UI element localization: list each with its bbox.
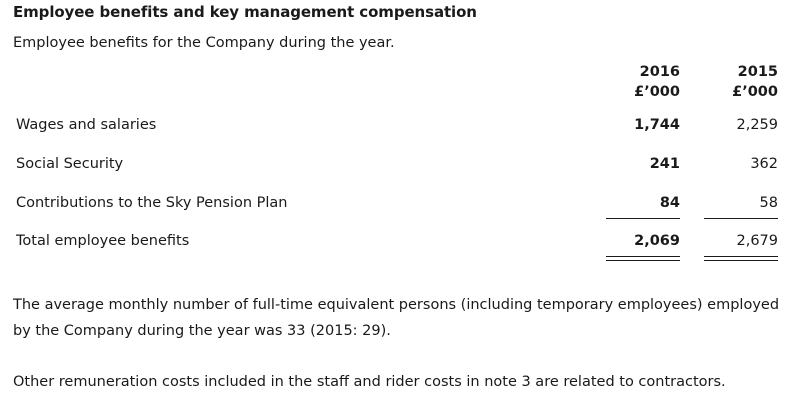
note-paragraph-headcount: The average monthly number of full-time equivalent persons (including temporary employees) employed by the Company during the year was 33 (2015: 29). — [13, 297, 780, 339]
column-header-2016 — [600, 62, 680, 102]
cell-total-2016: 2,069 — [634, 233, 680, 249]
total-double-rule-2015-bottom — [704, 260, 778, 261]
subtotal-rule-2015 — [704, 218, 778, 219]
column-unit-2016: £’000 — [634, 84, 680, 100]
cell-pension-2015: 58 — [759, 195, 778, 211]
cell-social-security-2015: 362 — [750, 156, 778, 172]
cell-social-security-2016: 241 — [649, 156, 680, 172]
column-header-2015 — [698, 62, 778, 102]
column-year-2015: 2015 — [737, 64, 778, 80]
cell-total-2015: 2,679 — [736, 233, 778, 249]
total-double-rule-2015-top — [704, 256, 778, 257]
row-label-total: Total employee benefits — [16, 233, 190, 249]
cell-wages-2015: 2,259 — [736, 117, 778, 133]
note-paragraph-contractors: Other remuneration costs included in the staff and rider costs in note 3 are related to contractors. — [13, 374, 726, 390]
total-double-rule-2016-top — [606, 256, 680, 257]
subtotal-rule-2016 — [606, 218, 680, 219]
column-year-2016: 2016 — [639, 64, 680, 80]
column-unit-2015: £’000 — [732, 84, 778, 100]
row-label-social-security: Social Security — [16, 156, 124, 172]
section-subtitle: Employee benefits for the Company during the year. — [13, 35, 395, 51]
total-double-rule-2016-bottom — [606, 260, 680, 261]
section-title: Employee benefits and key management compensation — [13, 3, 477, 21]
row-label-pension: Contributions to the Sky Pension Plan — [16, 195, 288, 211]
cell-wages-2016: 1,744 — [634, 117, 680, 133]
cell-pension-2016: 84 — [659, 195, 680, 211]
row-label-wages: Wages and salaries — [16, 117, 157, 133]
